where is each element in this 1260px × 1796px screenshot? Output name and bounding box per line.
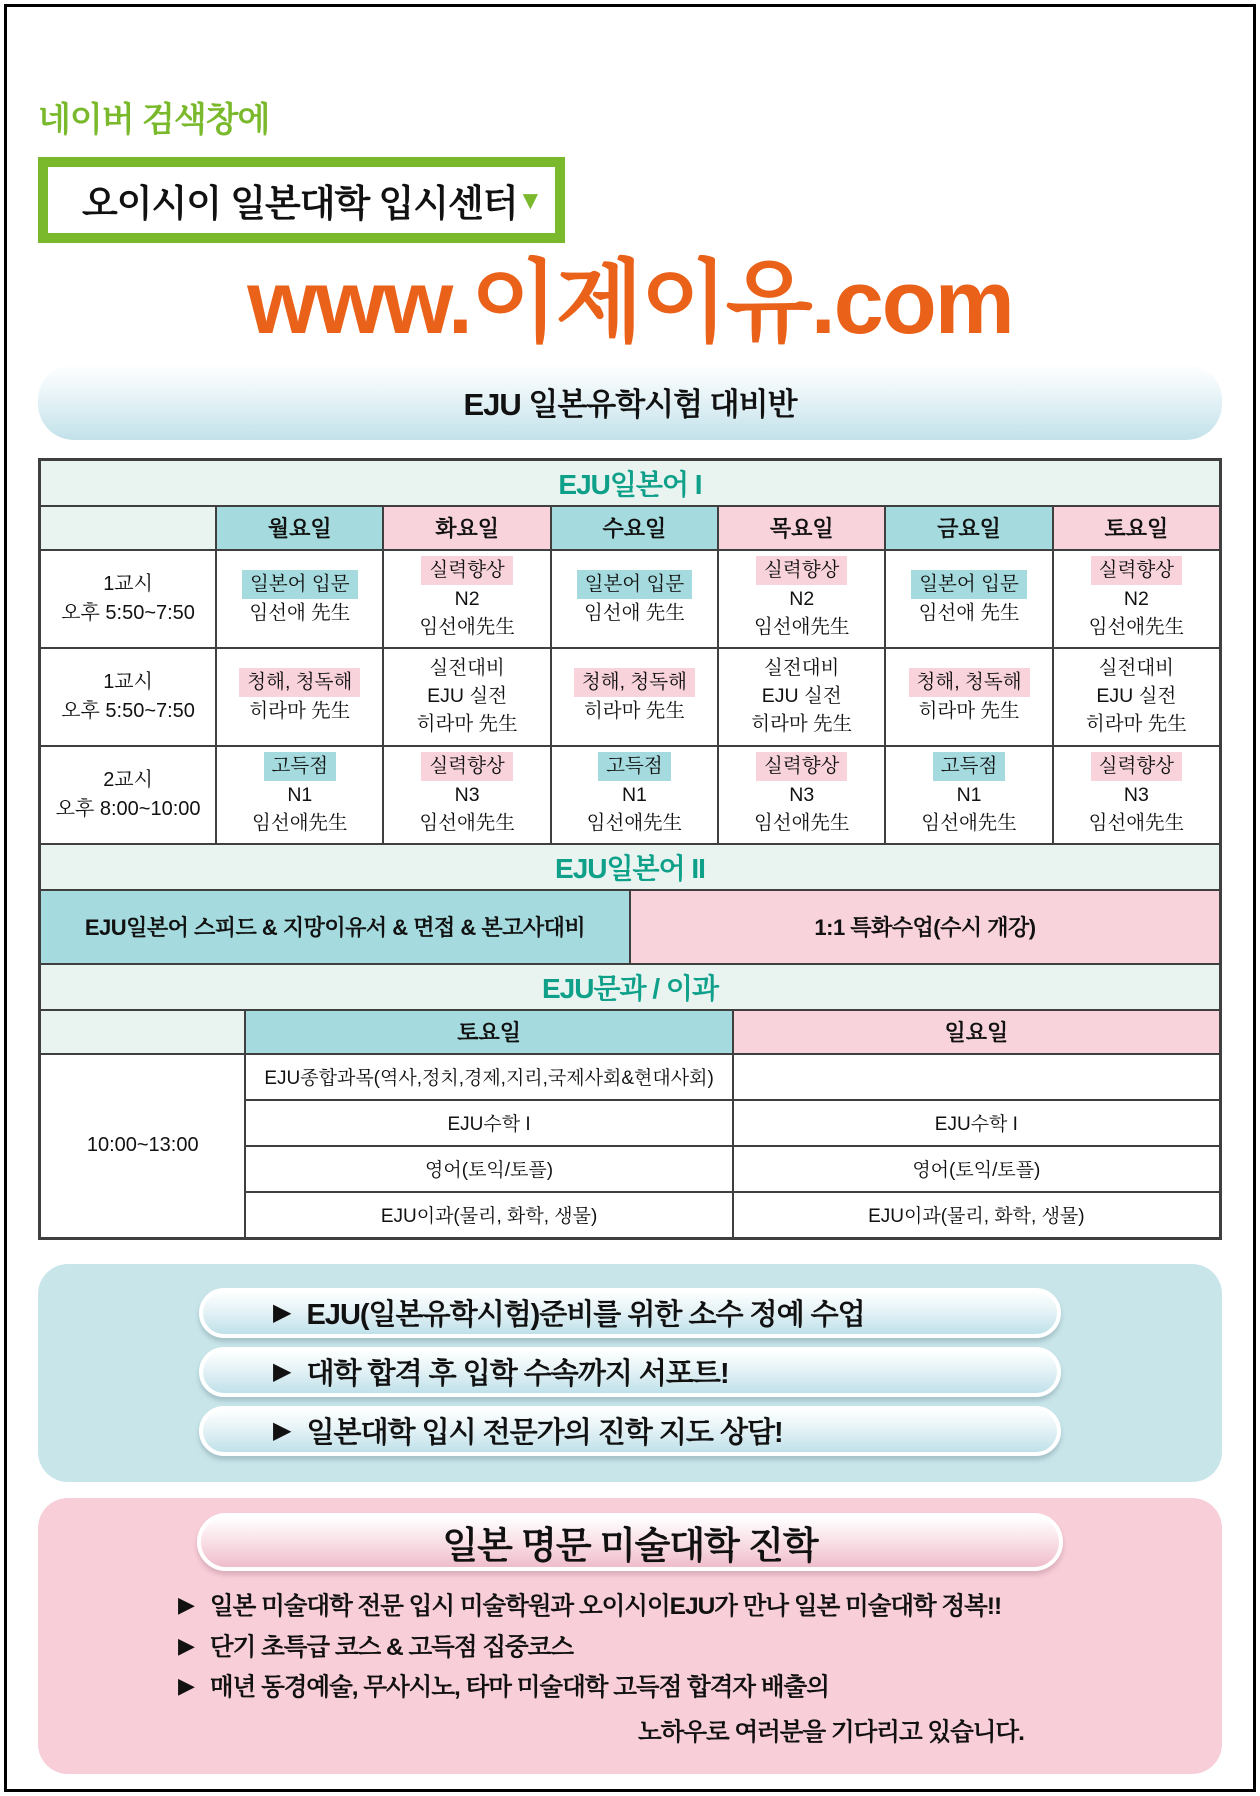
dropdown-arrow-icon[interactable]: ▼ <box>517 185 544 215</box>
art-closing-line: 노하우로 여러분을 기다리고 있습니다. <box>638 1719 1024 1747</box>
day-header-cell: 토요일 <box>1054 507 1219 549</box>
feature-pill-label: 일본대학 입시 전문가의 진학 지도 상담! <box>306 1417 783 1450</box>
class-cell-line: 임선애先生 <box>921 812 1017 835</box>
class-cell-line: 임선애 先生 <box>249 602 351 625</box>
class-cell-line <box>239 668 360 697</box>
period-time-line: 2교시 <box>103 768 153 791</box>
website-url: www.이제이유.com <box>247 253 1013 353</box>
tracks-grid <box>41 1011 1219 1237</box>
section-title-japanese1: EJU일본어 I <box>41 461 1219 505</box>
day-header-cell: 목요일 <box>719 507 884 549</box>
class-cell <box>886 747 1051 843</box>
feature-pill-label: 대학 합격 후 입학 수속까지 서포트! <box>306 1358 729 1391</box>
subject-highlight: 일본어 입문 <box>242 570 358 599</box>
subject-highlight: 실력향상 <box>1091 556 1182 585</box>
section-title-japanese2: EJU일본어 II <box>41 845 1219 889</box>
class-cell-line: N1 <box>956 784 982 807</box>
triangle-bullet-icon: ▶ <box>273 1298 291 1326</box>
class-cell <box>217 747 382 843</box>
triangle-bullet-icon: ▶ <box>178 1673 194 1699</box>
class-cell-line <box>1091 556 1182 585</box>
japanese2-left-cell: EJU일본어 스피드 & 지망이유서 & 면접 & 본고사대비 <box>41 891 629 963</box>
features-panel <box>38 1264 1222 1482</box>
subject-highlight: 일본어 입문 <box>577 570 693 599</box>
period-time-line: 1교시 <box>103 670 153 693</box>
class-cell-line: N3 <box>789 784 815 807</box>
feature-pill <box>199 1406 1061 1456</box>
triangle-bullet-icon: ▶ <box>273 1357 291 1385</box>
subject-highlight: 실력향상 <box>1091 752 1182 781</box>
section-title-tracks: EJU문과 / 이과 <box>41 965 1219 1009</box>
class-cell-line: N3 <box>454 784 480 807</box>
class-cell-line: EJU 실전 <box>1096 685 1177 708</box>
class-cell-line: 임선애 先生 <box>918 602 1020 625</box>
subject-highlight: 청해, 청독해 <box>239 668 360 697</box>
tracks-course-cell: 영어(토익/토플) <box>246 1147 731 1191</box>
period-time-cell <box>41 551 215 647</box>
day-header-cell: 월요일 <box>217 507 382 549</box>
class-cell-line: 히라마 先生 <box>416 713 518 736</box>
subject-highlight: 청해, 청독해 <box>574 668 695 697</box>
tracks-header-spacer <box>41 1011 244 1053</box>
class-cell-line: 임선애先生 <box>252 812 348 835</box>
class-cell-line: 임선애先生 <box>419 812 515 835</box>
class-cell <box>719 747 884 843</box>
subject-highlight: 실력향상 <box>421 752 512 781</box>
art-bullet <box>178 1591 1222 1623</box>
subject-highlight: 고득점 <box>264 752 337 781</box>
class-cell <box>552 649 717 745</box>
triangle-bullet-icon: ▶ <box>273 1416 291 1444</box>
subject-highlight: 실력향상 <box>756 556 847 585</box>
class-cell-line: N2 <box>789 588 815 611</box>
class-cell <box>719 649 884 745</box>
class-cell-line: 임선애先生 <box>1088 616 1185 639</box>
subject-highlight: 고득점 <box>933 752 1006 781</box>
feature-pill <box>199 1347 1061 1397</box>
class-cell <box>719 551 884 647</box>
tracks-course-cell: EJU이과(물리, 화학, 생물) <box>246 1193 731 1237</box>
class-cell-line: 임선애先生 <box>1088 812 1185 835</box>
class-cell-line: N2 <box>1123 588 1149 611</box>
class-cell-line: 히라마 先生 <box>918 700 1020 723</box>
period-time-line: 1교시 <box>103 572 153 595</box>
class-cell-line <box>242 570 358 599</box>
class-cell-line <box>911 570 1027 599</box>
class-cell <box>384 649 549 745</box>
japanese1-grid <box>41 507 1219 843</box>
class-cell-line <box>909 668 1030 697</box>
class-cell-line: 실전대비 <box>1098 656 1175 679</box>
class-cell-line: 히라마 先生 <box>583 700 685 723</box>
class-cell-line: 히라마 先生 <box>751 713 853 736</box>
japanese2-row <box>41 891 1219 963</box>
art-title-pill: 일본 명문 미술대학 진학 <box>197 1513 1063 1571</box>
class-cell-line <box>756 752 847 781</box>
art-bullet <box>178 1632 1222 1664</box>
class-cell-line: EJU 실전 <box>761 685 842 708</box>
class-cell <box>552 747 717 843</box>
day-header-spacer <box>41 507 215 549</box>
schedule-table <box>38 458 1222 1240</box>
class-cell-line: 임선애先生 <box>586 812 683 835</box>
class-cell <box>552 551 717 647</box>
class-cell-line <box>756 556 847 585</box>
class-cell <box>886 649 1051 745</box>
naver-search-box[interactable] <box>38 157 565 243</box>
tracks-time-cell <box>41 1055 244 1237</box>
period-time-line: 오후 5:50~7:50 <box>61 601 195 624</box>
art-panel <box>38 1498 1222 1775</box>
day-header-cell: 화요일 <box>384 507 549 549</box>
class-cell <box>1054 551 1219 647</box>
class-cell-line <box>264 752 337 781</box>
class-cell-line: N3 <box>1123 784 1149 807</box>
class-cell <box>384 747 549 843</box>
tracks-course-cell: 영어(토익/토플) <box>734 1147 1219 1191</box>
subject-highlight: 실력향상 <box>421 556 512 585</box>
feature-pill-label: EJU(일본유학시험)준비를 위한 소수 정예 수업 <box>306 1299 865 1332</box>
period-time-cell <box>41 747 215 843</box>
feature-pill <box>199 1288 1061 1338</box>
class-cell-line: N1 <box>287 784 313 807</box>
program-banner: EJU 일본유학시험 대비반 <box>38 364 1222 440</box>
class-cell-line: 임선애 先生 <box>583 602 685 625</box>
tracks-course-cell: EJU수학 I <box>246 1101 731 1145</box>
naver-search-caption: 네이버 검색창에 <box>38 101 270 139</box>
art-bullet-label: 단기 초특급 코스 & 고득점 집중코스 <box>209 1633 573 1661</box>
tracks-day-header-cell: 토요일 <box>246 1011 731 1053</box>
class-cell-line <box>933 752 1006 781</box>
class-cell-line <box>421 556 512 585</box>
class-cell-line <box>577 570 693 599</box>
tracks-course-cell <box>734 1055 1219 1099</box>
triangle-bullet-icon: ▶ <box>178 1591 194 1617</box>
tracks-course-cell: EJU이과(물리, 화학, 생물) <box>734 1193 1219 1237</box>
class-cell-line: 임선애先生 <box>753 616 850 639</box>
class-cell <box>1054 747 1219 843</box>
subject-highlight: 고득점 <box>598 752 671 781</box>
class-cell-line: EJU 실전 <box>427 685 508 708</box>
period-time-cell <box>41 649 215 745</box>
subject-highlight: 일본어 입문 <box>911 570 1027 599</box>
tracks-day-header-cell: 일요일 <box>734 1011 1219 1053</box>
tracks-course-cell: EJU수학 I <box>734 1101 1219 1145</box>
class-cell <box>886 551 1051 647</box>
search-query-text: 오이시이 일본대학 입시센터 <box>82 183 518 224</box>
class-cell-line: N2 <box>454 588 480 611</box>
day-header-cell: 금요일 <box>886 507 1051 549</box>
triangle-bullet-icon: ▶ <box>178 1632 194 1658</box>
period-time-line: 오후 8:00~10:00 <box>55 797 201 820</box>
class-cell <box>384 551 549 647</box>
class-cell-line <box>421 752 512 781</box>
period-time-line: 오후 5:50~7:50 <box>61 699 195 722</box>
class-cell <box>217 649 382 745</box>
art-bullet-list <box>178 1591 1222 1705</box>
class-cell-line: 히라마 先生 <box>1085 713 1187 736</box>
class-cell-line <box>1091 752 1182 781</box>
class-cell-line: 히라마 先生 <box>249 700 351 723</box>
japanese2-right-cell: 1:1 특화수업(수시 개강) <box>631 891 1219 963</box>
tracks-course-cell: EJU종합과목(역사,정치,경제,지리,국제사회&현대사회) <box>246 1055 731 1099</box>
class-cell-line <box>574 668 695 697</box>
class-cell-line: 임선애先生 <box>753 812 850 835</box>
class-cell-line: N1 <box>621 784 647 807</box>
subject-highlight: 실력향상 <box>756 752 847 781</box>
art-bullet <box>178 1672 1222 1704</box>
tracks-time-line: 10:00~13:00 <box>86 1134 199 1157</box>
day-header-cell: 수요일 <box>552 507 717 549</box>
class-cell-line: 실전대비 <box>429 656 505 679</box>
class-cell <box>217 551 382 647</box>
art-bullet-label: 일본 미술대학 전문 입시 미술학원과 오이시이EJU가 만나 일본 미술대학 정복!! <box>209 1592 1002 1620</box>
class-cell-line: 실전대비 <box>764 656 840 679</box>
subject-highlight: 청해, 청독해 <box>909 668 1030 697</box>
class-cell-line <box>598 752 671 781</box>
art-bullet-label: 매년 동경예술, 무사시노, 타마 미술대학 고득점 합격자 배출의 <box>209 1674 829 1702</box>
flyer-content <box>38 0 1222 1774</box>
class-cell <box>1054 649 1219 745</box>
class-cell-line: 임선애先生 <box>419 616 515 639</box>
